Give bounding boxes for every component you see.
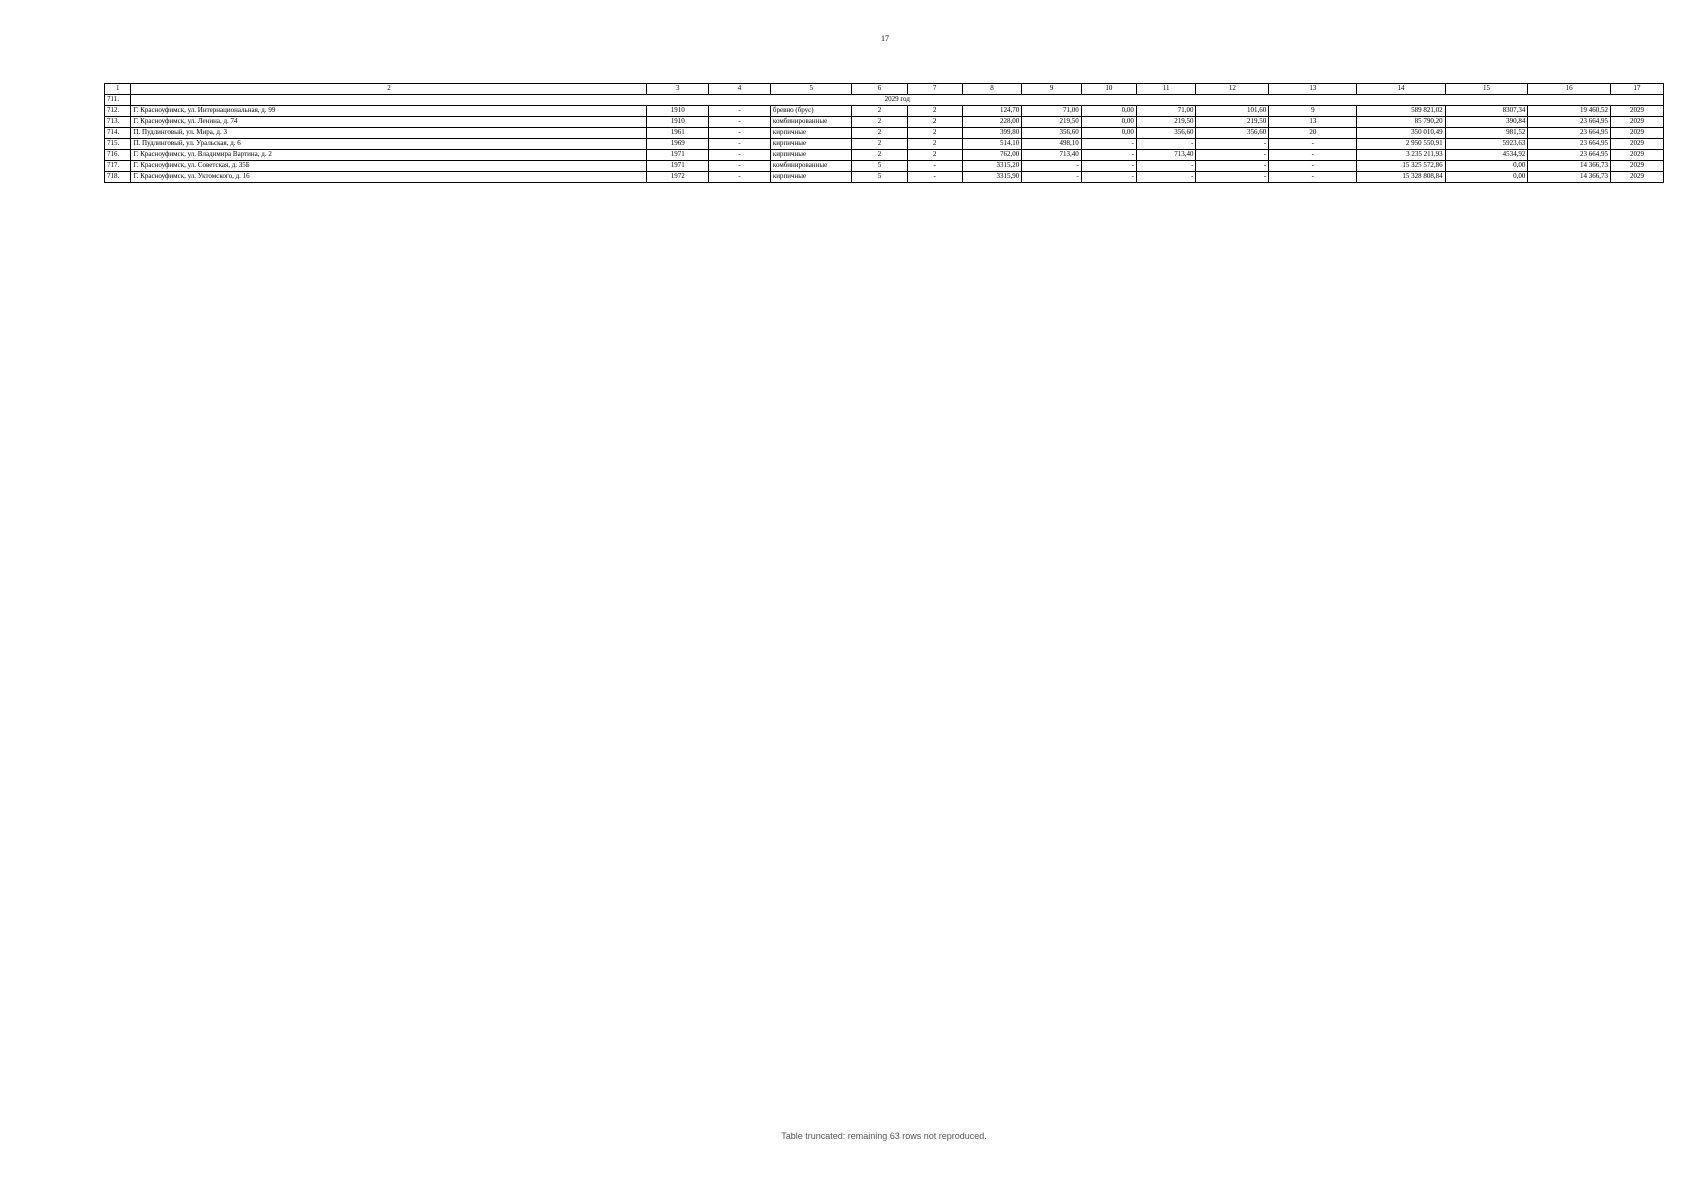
table-cell: 1910 <box>647 117 709 128</box>
table-cell: - <box>1022 172 1082 183</box>
address-cell: Г. Красноуфимск, ул. Советская, д. 35Б <box>131 161 647 172</box>
address-cell: Г. Красноуфимск, ул. Ленина, д. 74 <box>131 117 647 128</box>
table-cell: 2 <box>852 117 907 128</box>
table-cell: 0,00 <box>1081 106 1136 117</box>
table-cell: 9 <box>1269 106 1357 117</box>
table-cell: 2029 <box>1611 139 1664 150</box>
table-cell: 2 <box>907 150 962 161</box>
table-cell: 2029 <box>1611 106 1664 117</box>
table-cell: 2 <box>852 150 907 161</box>
page-number: 17 <box>881 34 889 43</box>
table-cell: - <box>1022 161 1082 172</box>
table-cell: 713,40 <box>1136 150 1196 161</box>
row-number: 718. <box>105 172 131 183</box>
table-cell: - <box>1196 139 1269 150</box>
column-number: 14 <box>1357 84 1445 95</box>
column-number: 12 <box>1196 84 1269 95</box>
table-cell: - <box>1269 139 1357 150</box>
address-cell: Г. Красноуфимск, ул. Уктомского, д. 16 <box>131 172 647 183</box>
table-cell: - <box>907 172 962 183</box>
table-cell: - <box>1081 150 1136 161</box>
table-cell: 356,60 <box>1022 128 1082 139</box>
row-number: 717. <box>105 161 131 172</box>
table-cell: - <box>1136 139 1196 150</box>
table-cell: 23 664,95 <box>1528 139 1611 150</box>
register-body <box>105 84 1664 183</box>
table-cell: 5923,63 <box>1445 139 1528 150</box>
table-cell: 4534,92 <box>1445 150 1528 161</box>
table-cell: 3 235 211,93 <box>1357 150 1445 161</box>
table-cell: 2 <box>852 139 907 150</box>
table-cell: - <box>1196 150 1269 161</box>
table-cell: 5 <box>852 161 907 172</box>
table-cell: 713,40 <box>1022 150 1082 161</box>
table-cell: 2 <box>907 128 962 139</box>
table-cell: 2 <box>907 117 962 128</box>
table-cell: 20 <box>1269 128 1357 139</box>
column-number: 9 <box>1022 84 1082 95</box>
column-number: 6 <box>852 84 907 95</box>
table-cell: - <box>709 172 771 183</box>
table-cell: 124,70 <box>962 106 1022 117</box>
table-row <box>105 106 1664 117</box>
table-cell: 2029 <box>1611 117 1664 128</box>
table-cell: - <box>709 128 771 139</box>
table-cell: - <box>709 150 771 161</box>
row-number: 714. <box>105 128 131 139</box>
column-number: 10 <box>1081 84 1136 95</box>
table-cell: 219,50 <box>1196 117 1269 128</box>
table-cell: 3315,90 <box>962 172 1022 183</box>
table-cell: 1971 <box>647 150 709 161</box>
table-row <box>105 161 1664 172</box>
table-row <box>105 150 1664 161</box>
column-number: 5 <box>770 84 852 95</box>
table-cell: 15 328 808,84 <box>1357 172 1445 183</box>
table-cell: 981,52 <box>1445 128 1528 139</box>
truncation-note: Table truncated: remaining 63 rows not reproduced. <box>781 1131 987 1141</box>
row-number: 716. <box>105 150 131 161</box>
table-cell: - <box>1196 161 1269 172</box>
table-cell: 219,50 <box>1022 117 1082 128</box>
address-cell: Г. Красноуфимск, ул. Интернациональная, д. 99 <box>131 106 647 117</box>
table-cell: 71,00 <box>1136 106 1196 117</box>
table-cell: 498,10 <box>1022 139 1082 150</box>
column-number: 1 <box>105 84 131 95</box>
table-cell: комбинированные <box>770 161 852 172</box>
column-number: 3 <box>647 84 709 95</box>
table-cell: 2 <box>852 128 907 139</box>
table-cell: 19 460,52 <box>1528 106 1611 117</box>
table-cell: 0,00 <box>1445 172 1528 183</box>
table-cell: 228,00 <box>962 117 1022 128</box>
table-cell: 1972 <box>647 172 709 183</box>
table-cell: 14 366,73 <box>1528 172 1611 183</box>
table-cell: 1971 <box>647 161 709 172</box>
address-cell: Г. Красноуфимск, ул. Владимира Вартина, д. 2 <box>131 150 647 161</box>
table-cell: 350 010,49 <box>1357 128 1445 139</box>
table-cell: 1910 <box>647 106 709 117</box>
table-cell: - <box>1269 161 1357 172</box>
table-cell: 14 366,73 <box>1528 161 1611 172</box>
table-cell: 2029 <box>1611 161 1664 172</box>
table-cell: - <box>709 117 771 128</box>
table-cell: 390,84 <box>1445 117 1528 128</box>
table-cell: 2 <box>907 106 962 117</box>
table-cell: 1961 <box>647 128 709 139</box>
column-number: 4 <box>709 84 771 95</box>
table-cell: - <box>709 139 771 150</box>
column-number: 13 <box>1269 84 1357 95</box>
table-cell: 356,60 <box>1196 128 1269 139</box>
table-row <box>105 128 1664 139</box>
table-cell: - <box>709 106 771 117</box>
table-cell: 0,00 <box>1081 117 1136 128</box>
table-cell: 2029 <box>1611 172 1664 183</box>
table-cell: 762,00 <box>962 150 1022 161</box>
table-cell: - <box>1136 161 1196 172</box>
table-cell: комбинированные <box>770 117 852 128</box>
table-cell: кирпичные <box>770 150 852 161</box>
table-cell: - <box>1196 172 1269 183</box>
table-cell: 0,00 <box>1081 128 1136 139</box>
address-cell: П. Пудлинговый, ул. Мира, д. 3 <box>131 128 647 139</box>
table-cell: 23 664,95 <box>1528 128 1611 139</box>
table-cell: 101,60 <box>1196 106 1269 117</box>
table-cell: 1969 <box>647 139 709 150</box>
table-cell: 0,00 <box>1445 161 1528 172</box>
table-row <box>105 139 1664 150</box>
table-cell: 2029 <box>1611 150 1664 161</box>
table-cell: 2029 <box>1611 128 1664 139</box>
table-cell: 23 664,95 <box>1528 150 1611 161</box>
row-number: 715. <box>105 139 131 150</box>
table-cell: 514,10 <box>962 139 1022 150</box>
table-cell: 399,80 <box>962 128 1022 139</box>
table-cell: 85 790,20 <box>1357 117 1445 128</box>
table-cell: - <box>1081 161 1136 172</box>
table-cell: 15 325 572,86 <box>1357 161 1445 172</box>
table-cell: 2 950 550,91 <box>1357 139 1445 150</box>
table-cell: - <box>1269 150 1357 161</box>
column-number: 16 <box>1528 84 1611 95</box>
table-cell: 71,00 <box>1022 106 1082 117</box>
table-cell: кирпичные <box>770 128 852 139</box>
row-number: 713. <box>105 117 131 128</box>
table-cell: - <box>709 161 771 172</box>
table-cell: - <box>1081 139 1136 150</box>
table-cell: - <box>1136 172 1196 183</box>
table-cell: 5 <box>852 172 907 183</box>
table-cell: - <box>907 161 962 172</box>
table-cell: 13 <box>1269 117 1357 128</box>
table-row <box>105 172 1664 183</box>
table-cell: 589 821,02 <box>1357 106 1445 117</box>
column-number: 7 <box>907 84 962 95</box>
address-cell: П. Пудлинговый, ул. Уральская, д. 6 <box>131 139 647 150</box>
row-number: 711. <box>105 95 131 106</box>
table-cell: - <box>1269 172 1357 183</box>
table-cell: кирпичные <box>770 139 852 150</box>
column-number: 17 <box>1611 84 1664 95</box>
column-number: 2 <box>131 84 647 95</box>
table-cell: 2 <box>852 106 907 117</box>
column-number: 11 <box>1136 84 1196 95</box>
table-row <box>105 117 1664 128</box>
column-number: 15 <box>1445 84 1528 95</box>
table-cell: 219,50 <box>1136 117 1196 128</box>
column-number: 8 <box>962 84 1022 95</box>
table-cell: бревно (брус) <box>770 106 852 117</box>
group-header-row <box>105 95 1664 106</box>
table-cell: кирпичные <box>770 172 852 183</box>
table-cell: - <box>1081 172 1136 183</box>
group-label: 2029 год <box>131 95 1664 106</box>
table-cell: 2 <box>907 139 962 150</box>
table-cell: 356,60 <box>1136 128 1196 139</box>
row-number: 712. <box>105 106 131 117</box>
table-cell: 8307,34 <box>1445 106 1528 117</box>
table-cell: 3315,20 <box>962 161 1022 172</box>
housing-register-table <box>104 83 1664 183</box>
column-number-row <box>105 84 1664 95</box>
table-cell: 23 664,95 <box>1528 117 1611 128</box>
